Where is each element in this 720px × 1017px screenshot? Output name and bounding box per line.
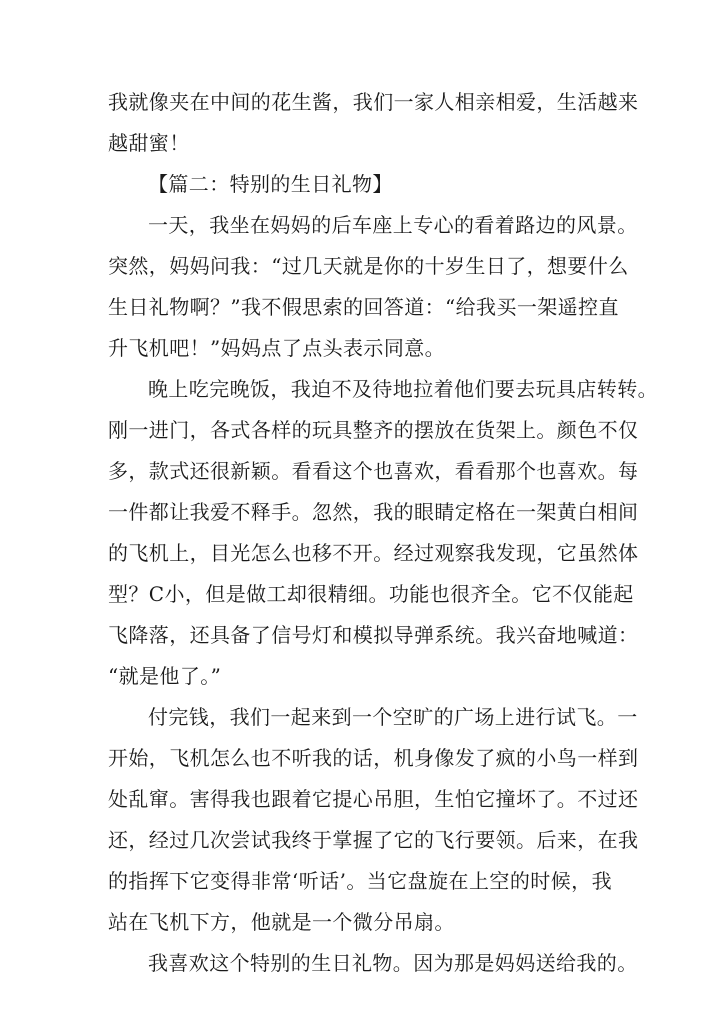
text-line: 多，款式还很新颖。看看这个也喜欢，看看那个也喜欢。每 xyxy=(108,459,639,483)
text-line: 突然，妈妈问我：“过几天就是你的十岁生日了，想要什么 xyxy=(108,254,629,278)
text-line: 飞降落，还具备了信号灯和模拟导弹系统。我兴奋地喊道： xyxy=(108,623,639,647)
text-line: 升飞机吧！”妈妈点了点头表示同意。 xyxy=(108,336,446,360)
text-line: “就是他了。” xyxy=(108,664,222,688)
text-line: 的飞机上，目光怎么也移不开。经过观察我发现，它虽然体 xyxy=(108,541,639,565)
text-line: 晚上吃完晚饭，我迫不及待地拉着他们要去玩具店转转。 xyxy=(148,377,658,401)
text-line: 越甜蜜！ xyxy=(108,131,190,155)
text-line: 的指挥下它变得非常‘听话’。当它盘旋在上空的时候，我 xyxy=(108,869,612,893)
text-line: 型？C小，但是做工却很精细。功能也很齐全。它不仅能起 xyxy=(108,582,634,606)
text-line: 站在飞机下方，他就是一个微分吊扇。 xyxy=(108,910,455,934)
text-line: 我就像夹在中间的花生酱，我们一家人相亲相爱，生活越来 xyxy=(108,90,639,114)
text-line: 刚一进门，各式各样的玩具整齐的摆放在货架上。颜色不仅 xyxy=(108,418,639,442)
text-line: 还，经过几次尝试我终于掌握了它的飞行要领。后来，在我 xyxy=(108,828,639,852)
text-line: 付完钱，我们一起来到一个空旷的广场上进行试飞。一 xyxy=(148,705,638,729)
text-line: 我喜欢这个特别的生日礼物。因为那是妈妈送给我的。 xyxy=(148,951,638,975)
text-line: 一件都让我爱不释手。忽然，我的眼睛定格在一架黄白相间 xyxy=(108,500,639,524)
text-line: 生日礼物啊？”我不假思索的回答道：“给我买一架遥控直 xyxy=(108,295,619,319)
text-line: 处乱窜。害得我也跟着它提心吊胆，生怕它撞坏了。不过还 xyxy=(108,787,639,811)
text-line: 一天，我坐在妈妈的后车座上专心的看着路边的风景。 xyxy=(148,213,638,237)
text-line: 开始，飞机怎么也不听我的话，机身像发了疯的小鸟一样到 xyxy=(108,746,639,770)
section-heading: 【篇二：特别的生日礼物】 xyxy=(148,172,393,196)
